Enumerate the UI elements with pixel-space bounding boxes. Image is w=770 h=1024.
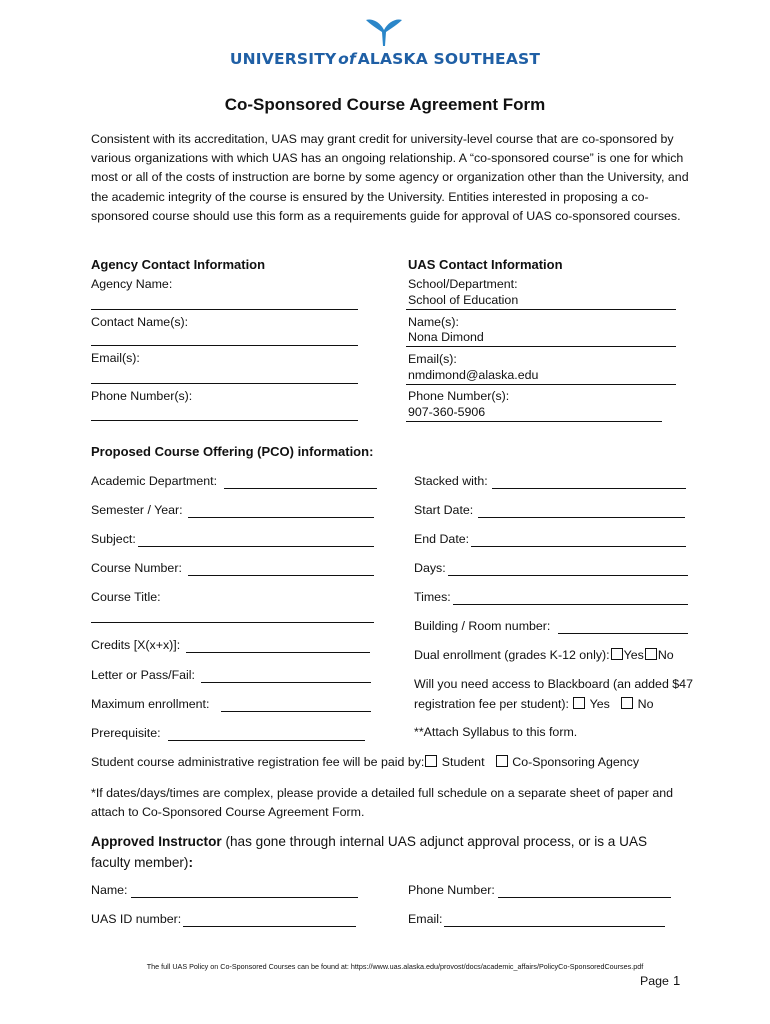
start-date-label: Start Date: [414,503,474,517]
subject-label: Subject: [91,532,136,546]
times-field[interactable] [453,604,688,605]
uas-emails-value[interactable]: nmdimond@alaska.edu [408,368,539,382]
pco-heading: Proposed Course Offering (PCO) information: [91,444,374,459]
agency-contact-heading: Agency Contact Information [91,257,266,272]
agency-phones-label: Phone Number(s): [91,389,193,403]
dual-enrollment-yes-label: Yes [623,648,644,662]
course-number-label: Course Number: [91,561,182,575]
uas-names-label: Name(s): [408,315,459,329]
contact-names-field[interactable] [91,345,358,346]
building-room-field[interactable] [558,633,688,634]
semester-year-field[interactable] [188,517,374,518]
uas-names-field [406,346,676,347]
blackboard-no-label: No [637,697,654,711]
page-label: Page [640,974,669,988]
intro-paragraph: Consistent with its accreditation, UAS may grant credit for university-level course that are co-sponsored by various organizations with which UAS has an ongoing relationship. A “co-sponsored course” is one for which most or all of the costs of instruction are borne by some agency or organization other than the University, and the academic integrity of the course is ensured by the University. Entities interested in proposing a co- sponsored course should use this form as a requirements guide for approval of UAS co-sponsored courses. [91,132,689,223]
policy-footer: The full UAS Policy on Co-Sponsored Courses can be found at: https://www.uas.alaska.edu/provost/docs/academic_affairs/PolicyCo-SponsoredCourses.pdf [146,962,644,971]
end-date-label: End Date: [414,532,470,546]
prerequisite-label: Prerequisite: [91,726,161,740]
instructor-heading-colon: : [188,855,193,870]
instructor-uas-id-field[interactable] [183,926,356,927]
university-logo-text: UNIVERSITY of ALASKA SOUTHEAST [229,50,541,68]
fee-student-label: Student [441,755,485,769]
agency-emails-label: Email(s): [91,351,140,365]
dual-enrollment-label: Dual enrollment (grades K-12 only): [414,648,610,662]
page-number [640,973,680,988]
credits-field[interactable] [186,652,370,653]
uas-emails-field [406,384,676,385]
fee-agency-checkbox[interactable] [496,755,508,767]
instructor-uas-id-label: UAS ID number: [91,912,182,926]
prerequisite-field[interactable] [168,740,365,741]
uas-names-value[interactable]: Nona Dimond [408,330,484,344]
course-title-label: Course Title: [91,590,161,604]
times-label: Times: [414,590,451,604]
course-number-field[interactable] [188,575,374,576]
stacked-with-label: Stacked with: [414,474,488,488]
instructor-heading [91,831,691,873]
credits-label: Credits [X(x+x)]: [91,638,181,652]
stacked-with-field[interactable] [492,488,686,489]
agency-emails-field[interactable] [91,383,358,384]
dual-enrollment-no-checkbox[interactable] [645,648,657,660]
instructor-phone-field[interactable] [498,897,671,898]
blackboard-yes-label: Yes [589,697,610,711]
instructor-email-field[interactable] [444,926,665,927]
academic-department-label: Academic Department: [91,474,218,488]
school-department-value[interactable]: School of Education [408,293,519,307]
instructor-name-field[interactable] [131,897,358,898]
uas-phones-field [406,421,662,422]
dual-enrollment-yes-checkbox[interactable] [611,648,623,660]
page-title: Co-Sponsored Course Agreement Form [224,95,546,114]
fee-agency-label: Co-Sponsoring Agency [512,755,640,769]
blackboard-no-checkbox[interactable] [621,697,633,709]
uas-phones-value[interactable]: 907-360-5906 [408,405,486,419]
end-date-field[interactable] [471,546,686,547]
contact-names-label: Contact Name(s): [91,315,189,329]
instructor-heading-line2: faculty member) [91,855,189,870]
instructor-email-label: Email: [408,912,443,926]
subject-field[interactable] [138,546,374,547]
blackboard-question-line1: Will you need access to Blackboard (an added $47 [414,677,693,691]
dual-enrollment-row [414,648,674,662]
days-label: Days: [414,561,446,575]
fee-student-checkbox[interactable] [425,755,437,767]
page-number-value: 1 [672,973,681,988]
course-title-field[interactable] [91,622,374,623]
maximum-enrollment-field[interactable] [221,711,371,712]
instructor-name-label: Name: [91,883,128,897]
agency-phones-field[interactable] [91,420,358,421]
agency-name-field[interactable] [91,309,358,310]
maximum-enrollment-label: Maximum enrollment: [91,697,210,711]
fee-row [91,755,639,769]
agency-name-label: Agency Name: [91,277,173,291]
attach-syllabus-note: **Attach Syllabus to this form. [414,725,578,739]
school-department-label: School/Department: [408,277,518,291]
instructor-heading-bold: Approved Instructor [91,834,222,849]
dual-enrollment-no-label: No [657,648,674,662]
uas-emails-label: Email(s): [408,352,457,366]
schedule-note: *If dates/days/times are complex, please provide a detailed full schedule on a separate sheet of paper and attach to Co-Sponsored Course Agreement Form. [91,786,674,819]
school-department-field [406,309,676,310]
blackboard-row [414,697,653,711]
academic-department-field[interactable] [224,488,377,489]
days-field[interactable] [448,575,688,576]
instructor-phone-label: Phone Number: [408,883,495,897]
uas-phones-label: Phone Number(s): [408,389,510,403]
semester-year-label: Semester / Year: [91,503,183,517]
start-date-field[interactable] [478,517,685,518]
blackboard-question-line2: registration fee per student): [414,697,569,711]
uas-contact-heading: UAS Contact Information [408,257,563,272]
fee-label: Student course administrative registration fee will be paid by: [91,755,425,769]
instructor-heading-rest: (has gone through internal UAS adjunct approval process, or is a UAS [221,834,648,849]
letter-pass-fail-label: Letter or Pass/Fail: [91,668,195,682]
blackboard-yes-checkbox[interactable] [573,697,585,709]
whale-tail-icon [364,16,404,48]
letter-pass-fail-field[interactable] [201,682,371,683]
building-room-label: Building / Room number: [414,619,551,633]
